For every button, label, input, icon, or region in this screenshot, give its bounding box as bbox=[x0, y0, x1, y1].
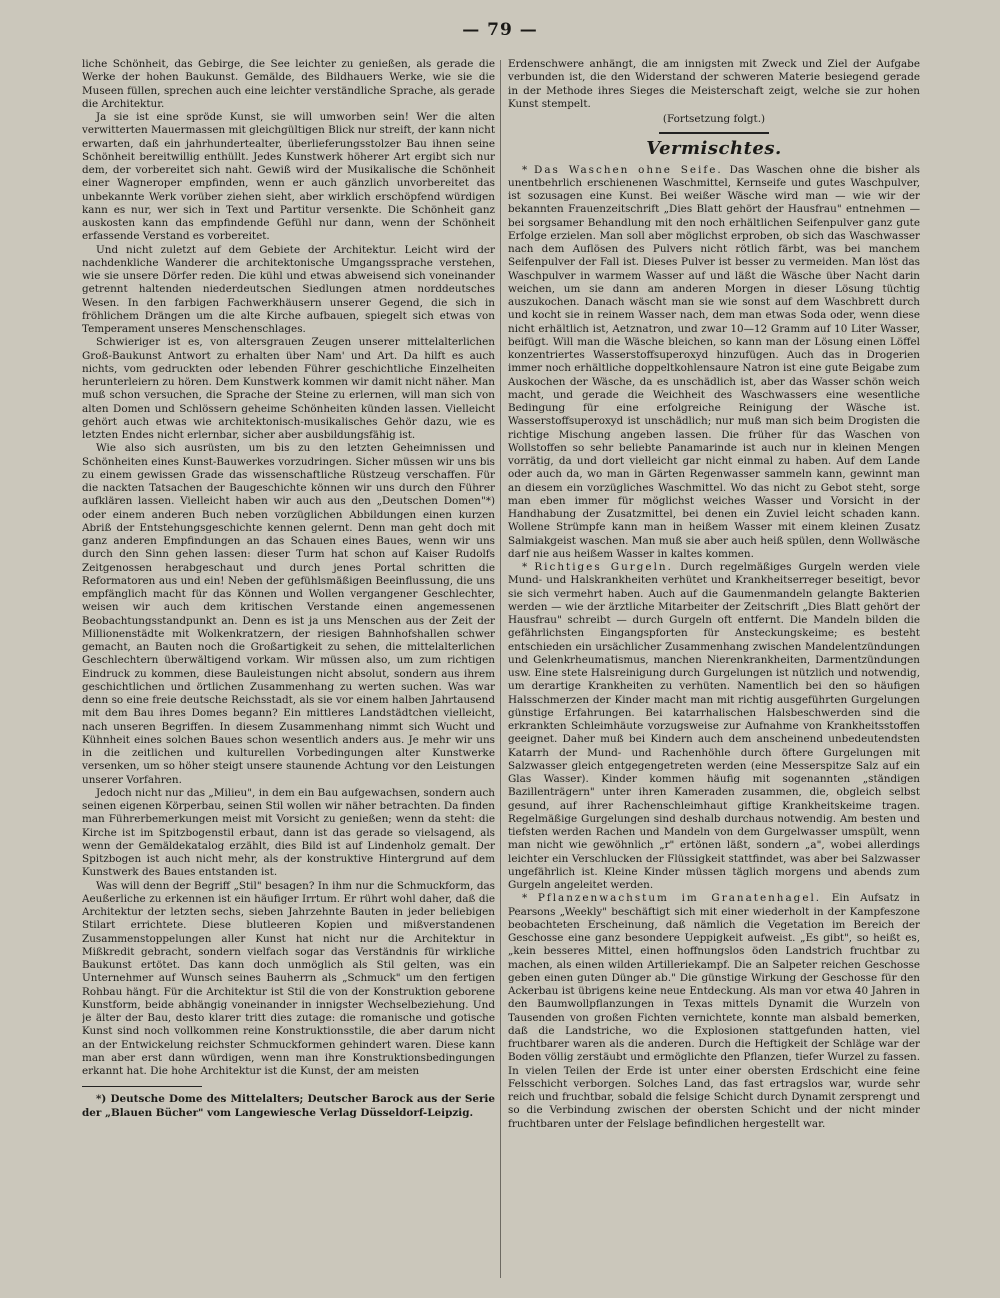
footnote: *) Deutsche Dome des Mittelalters; Deutscher Barock aus der Serie der „Blauen Bücher" vom Langewiesche Verlag Düsseldorf-Leipzig. bbox=[82, 1093, 495, 1119]
item-plants-text: Ein Aufsatz in Pearsons „Weekly" beschäftigt sich mit einer wiederholt in der Kampfeszone beobachteten Erscheinung, daß nämlich die Vegetation im Bereich der Geschosse eine ganz besondere Ueppigkeit aufweist. „Es gibt", so heißt es, „kein besseres Mittel, einen hoffnungslos öden Landstrich fruchtbar zu machen, als einen wilden Artilleriekampf. Die an Salpeter reichen Geschosse geben einen guten Dünger ab." Die günstige Wirkung der Geschosse für den Ackerbau ist übrigens keine neue Entdeckung. Als man vor etwa 40 Jahren in den Baumwollpflanzungen in Texas mittels Dynamit die Wurzeln von Tausenden von großen Fichten vernichtete, konnte man alsbald bemerken, daß die Landstriche, wo die Explosionen stattgefunden hatten, viel fruchtbarer waren als die anderen. Durch die Heftigkeit der Schläge war der Boden völlig zerstäubt und ermöglichte den Pflanzen, tiefer Wurzel zu fassen. In vielen Teilen der Erde ist unter einer obersten Erdschicht eine feine Felsschicht verborgen. Solches Land, das fast ertragslos war, wurde sehr reich und fruchtbar, sobald die felsige Schicht durch Dynamit zersprengt und so die Verbindung zwischen der obersten Schicht und der nicht minder fruchtbaren unter der Felslage befindlichen hergestellt war. bbox=[508, 892, 920, 1130]
footnote-divider bbox=[82, 1086, 202, 1087]
item-washing-title: Das Waschen ohne Seife. bbox=[534, 163, 723, 176]
article-conclusion: Erdenschwere anhängt, die am innigsten mit Zweck und Ziel der Aufgabe verbunden ist, die den Widerstand der schweren Materie besiegend gerade in der Methode ihres Sieges die Meisterschaft zeigt, welche sie zur hohen Kunst stempelt. bbox=[508, 58, 920, 110]
left-paragraph-4: Schwieriger ist es, von altersgrauen Zeugen unserer mittelalterlichen Groß-Baukunst Antwort zu erhalten über Nam' und Art. Da hilft es auch nichts, vom gedruckten oder lebenden Führer geschichtliche Einzelheiten herunterleiern zu hören. Dem Kunstwerk kommen wir damit nicht näher. Man muß schon versuchen, die Sprache der Steine zu erlernen, will man sich von alten Domen und Schlössern geheime Schönheiten künden lassen. Vielleicht gehört auch etwas wie architektonisch-musikalisches Gehör dazu, wie es letzten Endes nicht erlernbar, sicher aber ausbildungsfähig ist. bbox=[82, 336, 495, 441]
left-paragraph-6: Jedoch nicht nur das „Milieu", in dem ein Bau aufgewachsen, sondern auch seinen eigenen Körperbau, seinen Stil wollen wir näher betrachten. Da finden man Führerbemerkungen meist mit Vorsicht zu genießen; wenn da steht: die Kirche ist im Spitzbogenstil erbaut, dann ist das gerade so vielsagend, als wenn der Gemäldekatalog erzählt, dies Bild ist auf Lindenholz gemalt. Der Spitzbogen ist auch nicht mehr, als der konstruktive Hintergrund auf dem Kunstwerk des Baues entstanden ist. bbox=[82, 786, 495, 879]
item-gargling-title: Richtiges Gurgeln. bbox=[534, 561, 673, 573]
left-paragraph-5: Wie also sich ausrüsten, um bis zu den letzten Geheimnissen und Schönheiten eines Kunst-Bauwerkes vorzudringen. Sicher müssen wir uns bis zu einem gewissen Grade das wissenschaftliche Rüstzeug verschaffen. Für die nackten Tatsachen der Baugeschichte können wir uns durch den Führer aufklären lassen. Vielleicht haben wir auch aus den „Deutschen Domen"*) oder einem anderen Buch neben vorzüglichen Abbildungen einen kurzen Abriß der Entstehungsgeschichte kennen gelernt. Denn man geht doch mit ganz anderen Empfindungen an das Schauen eines Baues, wenn wir uns durch den Sinn gehen lassen: dieser Turm hat schon auf Kaiser Rudolfs Zeitgenossen herabgeschaut und durch jenes Portal schritten die Reformatoren aus und ein! Neben der gefühlsmäßigen Beeinflussung, die uns empfänglich macht für das Können und Wollen vergangener Geschlechter, weisen wir auch dem kritischen Verstande einen angemessenen Beobachtungsstandpunkt an. Denn es ist ja uns Menschen aus der Zeit der Millionenstädte mit Wolkenkratzern, der riesigen Bahnhofshallen schwer gemacht, an Bauten noch die Großartigkeit zu sehen, die mittelalterlichen Geschlechtern überwältigend vorkam. Wir müssen also, um zum richtigen Eindruck zu kommen, diese Bauleistungen nicht absolut, sondern aus ihrem geschichtlichen und örtlichen Zusammenhang zu werten suchen. Was war denn so eine freie deutsche Reichsstadt, als sie vor einem halben Jahrtausend mit dem Bau ihres Domes begann? Ein mittleres Landstädtchen vielleicht, nach unseren Begriffen. In diesem Zusammenhang nimmt sich Wucht und Kühnheit eines solchen Baues schon wesentlich anders aus. Je mehr wir uns in die zeitlichen und kulturellen Vorbedingungen alter Kunstwerke versenken, um so höher steigt unsere staunende Achtung vor den Leistungen unserer Vorfahren. bbox=[82, 442, 495, 786]
left-paragraph-3: Und nicht zuletzt auf dem Gebiete der Architektur. Leicht wird der nachdenkliche Wanderer die architektonische Umgangssprache verstehen, wie sie unsere Dörfer reden. Die kühl und etwas abweisend sich voneinander getrennt haltenden niederdeutschen Siedlungen atmen norddeutsches Wesen. In den farbigen Fachwerkhäusern unserer Gegend, die sich in fröhlichem Drängen um die alte Kirche aufbauen, spiegelt sich etwas von Temperament unseres Menschenschlages. bbox=[82, 243, 495, 335]
item-plants: * Pflanzenwachstum im Granatenhagel. Ein Aufsatz in Pearsons „Weekly" beschäftigt sich mit einer wiederholt in der Kampfeszone beobachteten Erscheinung, daß nämlich die Vegetation im Bereich der Geschosse eine ganz besondere Ueppigkeit aufweist. „Es gibt", so heißt es, „kein besseres Mittel, einen hoffnungslos öden Landstrich fruchtbar zu machen, als einen wilden Artilleriekampf. Die an Salpeter reichen Geschosse geben einen guten Dünger ab." Die günstige Wirkung der Geschosse für den Ackerbau ist übrigens keine neue Entdeckung. Als man vor etwa 40 Jahren in den Baumwollpflanzungen in Texas mittels Dynamit die Wurzeln von Tausenden von großen Fichten vernichtete, konnte man alsbald bemerken, daß die Landstriche, wo die Explosionen stattgefunden hatten, viel fruchtbarer waren als die anderen. Durch die Heftigkeit der Schläge war der Boden völlig zerstäubt und ermöglichte den Pflanzen, tiefer Wurzel zu fassen. In vielen Teilen der Erde ist unter einer obersten Erdschicht eine feine Felsschicht verborgen. Solches Land, das fast ertragslos war, wurde sehr reich und fruchtbar, sobald die felsige Schicht durch Dynamit zersprengt und so die Verbindung zwischen der obersten Schicht und der nicht minder fruchtbaren unter der Felslage befindlichen hergestellt war. bbox=[508, 892, 920, 1130]
item-washing-text: Das Waschen ohne die bisher als unentbehrlich erschienenen Waschmittel, Kernseife und gutes Waschpulver, ist sozusagen eine Kunst. Bei weißer Wäsche wird man — wie wir der bekannten Frauenzeitschrift „Dies Blatt gehört der Hausfrau" entnehmen — bei sorgsamer Behandlung mit den noch erhältlichen Seifenpulver ganz gute Erfolge erzielen. Man soll aber möglichst erproben, ob sich das Waschwasser nach dem Auflösen des Pulvers nicht rötlich färbt, was bei manchem Seifenpulver der Fall ist. Dieses Pulver ist besser zu vermeiden. Man löst das Waschpulver in warmem Wasser auf und läßt die Wäsche über Nacht darin weichen, um sie dann am anderen Morgen in dieser Lösung tüchtig auszukochen. Danach wäscht man sie wie sonst auf dem Waschbrett durch und kocht sie in reinem Wasser nach, dem man etwas Soda oder, wenn diese nicht erhältlich ist, Aetznatron, und zwar 10—12 Gramm auf 10 Liter Wasser, beifügt. Will man die Wäsche bleichen, so kann man der Lösung einen Löffel konzentriertes Wasserstoffsuperoxyd hinzufügen. Auch das in Drogerien immer noch erhältliche doppeltkohlensaure Natron ist eine gute Beigabe zum Auskochen der Wäsche, da es unschädlich ist, aber das Wasser schön weich macht, und gerade die Weichheit des Waschwassers eine wesentliche Bedingung für eine erfolgreiche Reinigung der Wäsche ist. Wasserstoffsuperoxyd ist unschädlich; nur muß man sich beim Drogisten die richtige Mischung angeben lassen. Die früher für das Waschen von Wollstoffen so sehr beliebte Panamarinde ist auch nur in kleinen Mengen vorrätig, da und dort vielleicht gar nicht einmal zu haben. Auf dem Lande oder auch da, wo man in Gärten Regenwasser sammeln kann, gewinnt man an diesem ein vorzügliches Waschmittel. Wo das nicht zu Gebot steht, sorge man eben immer für möglichst weiches Wasser und Vorsicht in der Handhabung der Zusatzmittel, bei denen ein Zuviel leicht schaden kann. Wollene Strümpfe kann man in heißem Wasser mit einem kleinen Zusatz Salmiakgeist waschen. Man muß sie aber auch heiß spülen, denn Wollwäsche darf nie aus heißem Wasser in kaltes kommen. bbox=[508, 163, 920, 560]
left-column bbox=[82, 58, 495, 1286]
left-paragraph-1: liche Schönheit, das Gebirge, die See leichter zu genießen, als gerade die Werke der hohen Baukunst. Gemälde, des Bildhauers Werke, wie sie die Museen füllen, sprechen auch eine leichter verständliche Sprache, als gerade die Architektur. bbox=[82, 58, 495, 110]
column-divider bbox=[500, 60, 501, 1278]
right-column bbox=[508, 58, 920, 1286]
item-gargling-text: Durch regelmäßiges Gurgeln werden viele Mund- und Halskrankheiten verhütet und Krankheitserreger beseitigt, bevor sie sich vermehrt haben. Auch auf die Gaumenmandeln gelangte Bakterien werden — wie der ärztliche Mitarbeiter der Zeitschrift „Dies Blatt gehört der Hausfrau" schreibt — durch Gurgeln oft entfernt. Die Mandeln bilden die gefährlichsten Eingangspforten für Ansteckungskeime; es besteht entschieden ein ursächlicher Zusammenhang zwischen Mandelentzündungen und Gelenkrheumatismus, manchen Nierenkrankheiten, Darmentzündungen usw. Eine stete Halsreinigung durch Gurgelungen ist nützlich und notwendig, um derartige Krankheiten zu verhüten. Namentlich bei den so häufigen Halsschmerzen der Kinder macht man mit richtig ausgeführten Gurgelungen günstige Erfahrungen. Bei katarrhalischen Halsbeschwerden sind die erkrankten Schleimhäute vorzugsweise zur Aufnahme von Krankheitsstoffen geeignet. Daher muß bei Kindern auch dem anscheinend unbedeutendsten Katarrh der Mund- und Rachenhöhle durch öftere Gurgelungen mit Salzwasser gleich entgegengetreten werden (eine Messerspitze Salz auf ein Glas Wasser). Kinder kommen häufig mit sogenannten „ständigen Bazillenträgern" unter ihren Kameraden zusammen, die, obgleich selbst gesund, auf ihrer Rachenschleimhaut giftige Krankheitskeime tragen. Regelmäßige Gurgelungen sind deshalb durchaus notwendig. Am besten und tiefsten werden Rachen und Mandeln von dem Gurgelwasser umspült, wenn man nicht wie gewöhnlich „r" ertönen läßt, sondern „a", wobei allerdings leichter ein Verschlucken der Flüssigkeit stattfindet, was aber bei Salzwasser ungefährlich ist. Kleine Kinder müssen täglich morgens und abends zum Gurgeln angeleitet werden. bbox=[508, 561, 920, 891]
section-title: Vermischtes. bbox=[646, 138, 782, 160]
item-gargling: * Richtiges Gurgeln. Durch regelmäßiges Gurgeln werden viele Mund- und Halskrankheiten verhütet und Krankheitserreger beseitigt, bevor sie sich vermehrt haben. Auch auf die Gaumenmandeln gelangte Bakterien werden — wie der ärztliche Mitarbeiter der Zeitschrift „Dies Blatt gehört der Hausfrau" schreibt — durch Gurgeln oft entfernt. Die Mandeln bilden die gefährlichsten Eingangspforten für Ansteckungskeime; es besteht entschieden ein ursächlicher Zusammenhang zwischen Mandelentzündungen und Gelenkrheumatismus, manchen Nierenkrankheiten, Darmentzündungen usw. Eine stete Halsreinigung durch Gurgelungen ist nützlich und notwendig, um derartige Krankheiten zu verhüten. Namentlich bei den so häufigen Halsschmerzen der Kinder macht man mit richtig ausgeführten Gurgelungen günstige Erfahrungen. Bei katarrhalischen Halsbeschwerden sind die erkrankten Schleimhäute vorzugsweise zur Aufnahme von Krankheitsstoffen geeignet. Daher muß bei Kindern auch dem anscheinend unbedeutendsten Katarrh der Mund- und Rachenhöhle durch öftere Gurgelungen mit Salzwasser gleich entgegengetreten werden (eine Messerspitze Salz auf ein Glas Wasser). Kinder kommen häufig mit sogenannten „ständigen Bazillenträgern" unter ihren Kameraden zusammen, die, obgleich selbst gesund, auf ihrer Rachenschleimhaut giftige Krankheitskeime tragen. Regelmäßige Gurgelungen sind deshalb durchaus notwendig. Am besten und tiefsten werden Rachen und Mandeln von dem Gurgelwasser umspült, wenn man nicht wie gewöhnlich „r" ertönen läßt, sondern „a", wobei allerdings leichter ein Verschlucken der Flüssigkeit stattfindet, was aber bei Salzwasser ungefährlich ist. Kleine Kinder müssen täglich morgens und abends zum Gurgeln angeleitet werden. bbox=[508, 561, 920, 891]
continued-note: (Fortsetzung folgt.) bbox=[662, 113, 766, 125]
left-paragraph-2: Ja sie ist eine spröde Kunst, sie will umworben sein! Wer die alten verwitterten Mauermassen mit gleichgültigen Blick nur streift, der kann nicht erwarten, daß ein jahrhundertealter, überlieferungsstolzer Bau ihnen seine Schönheit bereitwillig enthüllt. Jedes Kunstwerk höherer Art ergibt sich nur dem, der vorbereitet sich naht. Gewiß wird der Musikalische die Schönheit einer Wagneroper empfinden, wenn er auch gänzlich unvorbereitet das unbekannte Werk vorüber ziehen sieht, aber wirklich erschöpfend würdigen kann es nur, wer sich in Text und Partitur versenkte. Die Schönheit ganz auskosten kann das empfindende Gefühl nur dann, wenn der Schönheit erfassende Verstand es vorbereitet. bbox=[82, 111, 495, 243]
item-plants-title: Pflanzenwachstum im Granatenhagel. bbox=[537, 892, 822, 905]
item-washing: * Das Waschen ohne Seife. Das Waschen ohne die bisher als unentbehrlich erschienenen Waschmittel, Kernseife und gutes Waschpulver, ist sozusagen eine Kunst. Bei weißer Wäsche wird man — wie wir der bekannten Frauenzeitschrift „Dies Blatt gehört der Hausfrau" entnehmen — bei sorgsamer Behandlung mit den noch erhältlichen Seifenpulver ganz gute Erfolge erzielen. Man soll aber möglichst erproben, ob sich das Waschwasser nach dem Auflösen des Pulvers nicht rötlich färbt, was bei manchem Seifenpulver der Fall ist. Dieses Pulver ist besser zu vermeiden. Man löst das Waschpulver in warmem Wasser auf und läßt die Wäsche über Nacht darin weichen, um sie dann am anderen Morgen in dieser Lösung tüchtig auszukochen. Danach wäscht man sie wie sonst auf dem Waschbrett durch und kocht sie in reinem Wasser nach, dem man etwas Soda oder, wenn diese nicht erhältlich ist, Aetznatron, und zwar 10—12 Gramm auf 10 Liter Wasser, beifügt. Will man die Wäsche bleichen, so kann man der Lösung einen Löffel konzentriertes Wasserstoffsuperoxyd hinzufügen. Auch das in Drogerien immer noch erhältliche doppeltkohlensaure Natron ist eine gute Beigabe zum Auskochen der Wäsche, da es unschädlich ist, aber das Wasser schön weich macht, und gerade die Weichheit des Waschwassers eine wesentliche Bedingung für eine erfolgreiche Reinigung der Wäsche ist. Wasserstoffsuperoxyd ist unschädlich; nur muß man sich beim Drogisten die richtige Mischung angeben lassen. Die früher für das Waschen von Wollstoffen so sehr beliebte Panamarinde ist auch nur in kleinen Mengen vorrätig, da und dort vielleicht gar nicht einmal zu haben. Auf dem Lande oder auch da, wo man in Gärten Regenwasser sammeln kann, gewinnt man an diesem ein vorzügliches Waschmittel. Wo das nicht zu Gebot steht, sorge man eben immer für möglichst weiches Wasser und Vorsicht in der Handhabung der Zusatzmittel, bei denen ein Zuviel leicht schaden kann. Wollene Strümpfe kann man in heißem Wasser mit einem kleinen Zusatz Salmiakgeist waschen. Man muß sie aber auch heiß spülen, denn Wollwäsche darf nie aus heißem Wasser in kaltes kommen. bbox=[508, 163, 920, 560]
section-divider bbox=[659, 132, 769, 134]
left-paragraph-7: Was will denn der Begriff „Stil" besagen? In ihm nur die Schmuckform, das Aeußerliche zu erkennen ist ein häufiger Irrtum. Er rührt wohl daher, daß die Architektur der letzten sechs, sieben Jahrzehnte Bauten in jeder beliebigen Stilart errichtete. Diese blutleeren Kopien und mißverstandenen Zusammenstoppelungen aller Kunst hat nicht nur die Architektur in Mißkredit gebracht, sondern vielfach sogar das Verständnis für wirkliche Baukunst ertötet. Das kann doch unmöglich als Stil gelten, was ein Unternehmer auf Wunsch seines Bauherrn als „Schmuck" um den fertigen Rohbau hängt. Für die Architektur ist Stil die von der Konstruktion geborene Kunstform, beide abhängig voneinander in innigster Wechselbeziehung. Und je älter der Bau, desto klarer tritt dies zutage: die romanische und gotische Kunst sind noch vollkommen reine Konstruktionsstile, die aber darum nicht an der Entwickelung reichster Schmuckformen gehindert waren. Diese kann man aber erst dann würdigen, wenn man ihre Konstruktionsbedingungen erkannt hat. Die hohe Architektur ist die Kunst, der am meisten bbox=[82, 879, 495, 1077]
page-number: — 79 — bbox=[462, 20, 538, 40]
